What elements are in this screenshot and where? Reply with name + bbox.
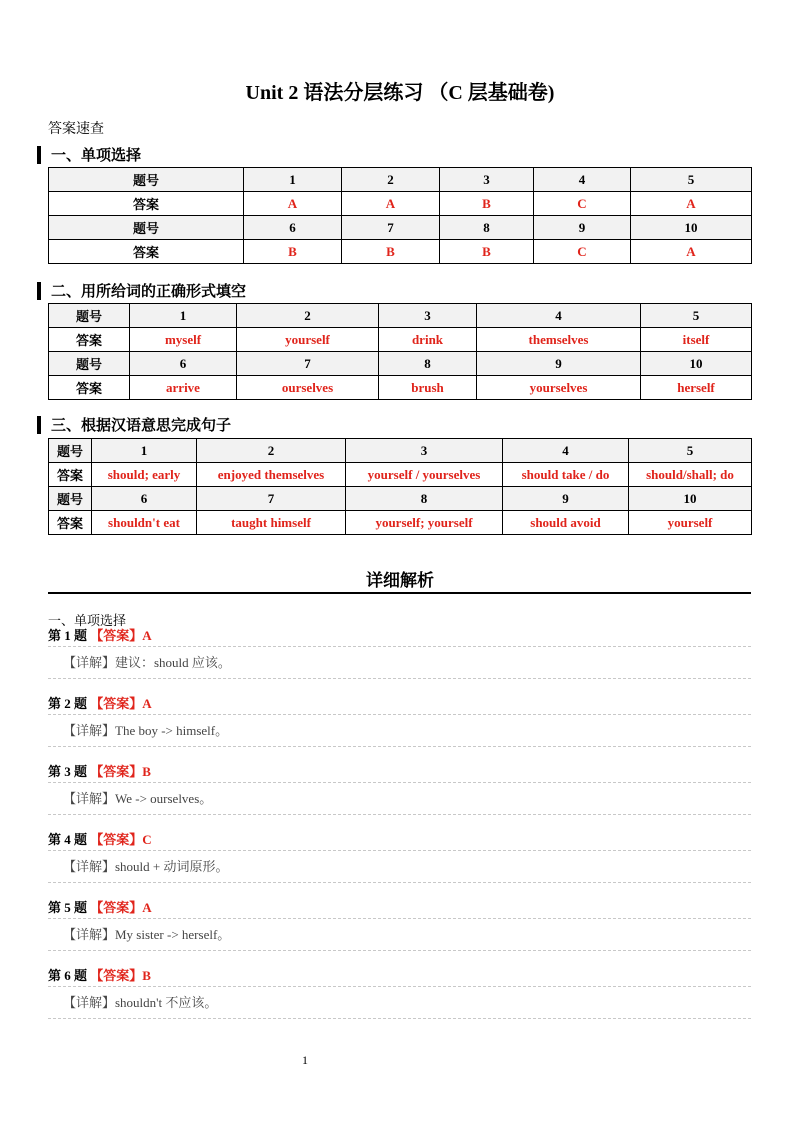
table-cell: 题号 bbox=[49, 487, 92, 511]
answer-tag: 【答案】 bbox=[90, 764, 143, 779]
table-cell: taught himself bbox=[197, 511, 346, 535]
divider bbox=[48, 950, 751, 951]
table-cell: B bbox=[440, 192, 534, 216]
answer-tag: 【答案】 bbox=[90, 832, 143, 847]
table-row bbox=[49, 487, 752, 511]
table-row bbox=[49, 328, 752, 352]
section2-heading: 二、用所给词的正确形式填空 bbox=[37, 282, 246, 300]
divider bbox=[48, 592, 751, 594]
question-block bbox=[48, 830, 751, 883]
table-cell: yourself / yourselves bbox=[346, 463, 503, 487]
explanation: 【详解】建议：should 应该。 bbox=[63, 655, 231, 670]
answer-value: C bbox=[142, 832, 152, 847]
table-cell: 1 bbox=[92, 439, 197, 463]
table-cell: 6 bbox=[130, 352, 237, 376]
section2-table bbox=[48, 303, 752, 400]
table-cell: 8 bbox=[346, 487, 503, 511]
table-cell: C bbox=[534, 240, 631, 264]
table-cell: 2 bbox=[237, 304, 379, 328]
table-cell: should avoid bbox=[503, 511, 629, 535]
explanation: 【详解】My sister -> herself。 bbox=[63, 927, 231, 942]
table-row bbox=[49, 463, 752, 487]
explanation: 【详解】We -> ourselves。 bbox=[63, 791, 213, 806]
table-cell: A bbox=[342, 192, 440, 216]
table-cell: ourselves bbox=[237, 376, 379, 400]
table-cell: drink bbox=[379, 328, 477, 352]
table-cell: enjoyed themselves bbox=[197, 463, 346, 487]
table-cell: 9 bbox=[503, 487, 629, 511]
explanation: 【详解】shouldn't 不应该。 bbox=[63, 995, 218, 1010]
table-cell: should take / do bbox=[503, 463, 629, 487]
table-cell: A bbox=[631, 240, 752, 264]
table-cell: arrive bbox=[130, 376, 237, 400]
table-cell: 答案 bbox=[49, 376, 130, 400]
question-header bbox=[48, 762, 751, 782]
table-cell: 7 bbox=[197, 487, 346, 511]
table-cell: 7 bbox=[342, 216, 440, 240]
table-row bbox=[49, 439, 752, 463]
answer-value: A bbox=[142, 696, 152, 711]
table-cell: 3 bbox=[379, 304, 477, 328]
question-label: 第 5 题 bbox=[48, 900, 88, 915]
question-header bbox=[48, 830, 751, 850]
question-label: 第 6 题 bbox=[48, 968, 88, 983]
table-row bbox=[49, 216, 752, 240]
table-cell: myself bbox=[130, 328, 237, 352]
table-cell: 9 bbox=[477, 352, 641, 376]
table-cell: shouldn't eat bbox=[92, 511, 197, 535]
answer-value: B bbox=[142, 764, 151, 779]
table-cell: itself bbox=[641, 328, 752, 352]
table-cell: 题号 bbox=[49, 168, 244, 192]
table-cell: 1 bbox=[130, 304, 237, 328]
divider bbox=[48, 1018, 751, 1019]
answer-value: B bbox=[142, 968, 151, 983]
table-cell: 5 bbox=[631, 168, 752, 192]
table-row bbox=[49, 304, 752, 328]
table-cell: 答案 bbox=[49, 511, 92, 535]
table-cell: 3 bbox=[346, 439, 503, 463]
question-header bbox=[48, 626, 751, 646]
question-label: 第 2 题 bbox=[48, 696, 88, 711]
table-cell: 10 bbox=[629, 487, 752, 511]
table-cell: B bbox=[244, 240, 342, 264]
table-cell: 7 bbox=[237, 352, 379, 376]
table-cell: 题号 bbox=[49, 352, 130, 376]
table-cell: yourselves bbox=[477, 376, 641, 400]
table-cell: 2 bbox=[197, 439, 346, 463]
table-cell: 6 bbox=[244, 216, 342, 240]
table-cell: brush bbox=[379, 376, 477, 400]
section3-heading: 三、根据汉语意思完成句子 bbox=[37, 416, 231, 434]
table-cell: should; early bbox=[92, 463, 197, 487]
page-title: Unit 2 语法分层练习 （C 层基础卷) bbox=[245, 82, 555, 104]
table-cell: 2 bbox=[342, 168, 440, 192]
question-label: 第 1 题 bbox=[48, 628, 88, 643]
table-cell: 答案 bbox=[49, 463, 92, 487]
table-cell: B bbox=[342, 240, 440, 264]
divider bbox=[48, 882, 751, 883]
answer-tag: 【答案】 bbox=[90, 628, 143, 643]
question-label: 第 3 题 bbox=[48, 764, 88, 779]
question-header bbox=[48, 694, 751, 714]
table-row bbox=[49, 192, 752, 216]
question-block bbox=[48, 694, 751, 747]
table-cell: 答案 bbox=[49, 192, 244, 216]
detail-title: 详细解析 bbox=[366, 571, 434, 591]
table-row bbox=[49, 511, 752, 535]
table-cell: 4 bbox=[534, 168, 631, 192]
table-cell: 9 bbox=[534, 216, 631, 240]
table-cell: yourself; yourself bbox=[346, 511, 503, 535]
table-cell: 答案 bbox=[49, 240, 244, 264]
answer-tag: 【答案】 bbox=[90, 696, 143, 711]
answer-tag: 【答案】 bbox=[90, 968, 143, 983]
page-number: 1 bbox=[302, 1053, 308, 1067]
question-block bbox=[48, 626, 751, 679]
table-cell: should/shall; do bbox=[629, 463, 752, 487]
answer-value: A bbox=[142, 628, 152, 643]
question-block bbox=[48, 762, 751, 815]
question-block bbox=[48, 966, 751, 1019]
answer-tag: 【答案】 bbox=[90, 900, 143, 915]
answer-value: A bbox=[142, 900, 152, 915]
explanation: 【详解】The boy -> himself。 bbox=[63, 723, 229, 738]
section1-table bbox=[48, 167, 752, 264]
table-cell: 题号 bbox=[49, 439, 92, 463]
table-cell: 1 bbox=[244, 168, 342, 192]
detail-subheading: 一、单项选择 bbox=[48, 614, 127, 629]
explanation: 【详解】should + 动词原形。 bbox=[63, 859, 229, 874]
table-cell: B bbox=[440, 240, 534, 264]
table-cell: 4 bbox=[503, 439, 629, 463]
divider bbox=[48, 678, 751, 679]
table-cell: yourself bbox=[237, 328, 379, 352]
divider bbox=[48, 814, 751, 815]
table-row bbox=[49, 168, 752, 192]
question-header bbox=[48, 898, 751, 918]
table-cell: 10 bbox=[631, 216, 752, 240]
question-label: 第 4 题 bbox=[48, 832, 88, 847]
table-cell: herself bbox=[641, 376, 752, 400]
table-cell: themselves bbox=[477, 328, 641, 352]
question-block bbox=[48, 898, 751, 951]
table-cell: 10 bbox=[641, 352, 752, 376]
table-cell: 4 bbox=[477, 304, 641, 328]
table-row bbox=[49, 376, 752, 400]
table-cell: 5 bbox=[629, 439, 752, 463]
quick-answer-label: 答案速查 bbox=[48, 121, 104, 137]
table-cell: A bbox=[244, 192, 342, 216]
table-cell: C bbox=[534, 192, 631, 216]
table-cell: 6 bbox=[92, 487, 197, 511]
section1-heading: 一、单项选择 bbox=[37, 146, 141, 164]
section3-table bbox=[48, 438, 752, 535]
question-header bbox=[48, 966, 751, 986]
table-cell: 题号 bbox=[49, 216, 244, 240]
table-cell: 8 bbox=[440, 216, 534, 240]
table-row bbox=[49, 240, 752, 264]
table-cell: 8 bbox=[379, 352, 477, 376]
table-cell: A bbox=[631, 192, 752, 216]
table-cell: 题号 bbox=[49, 304, 130, 328]
table-cell: 答案 bbox=[49, 328, 130, 352]
table-cell: yourself bbox=[629, 511, 752, 535]
table-row bbox=[49, 352, 752, 376]
table-cell: 5 bbox=[641, 304, 752, 328]
divider bbox=[48, 746, 751, 747]
table-cell: 3 bbox=[440, 168, 534, 192]
